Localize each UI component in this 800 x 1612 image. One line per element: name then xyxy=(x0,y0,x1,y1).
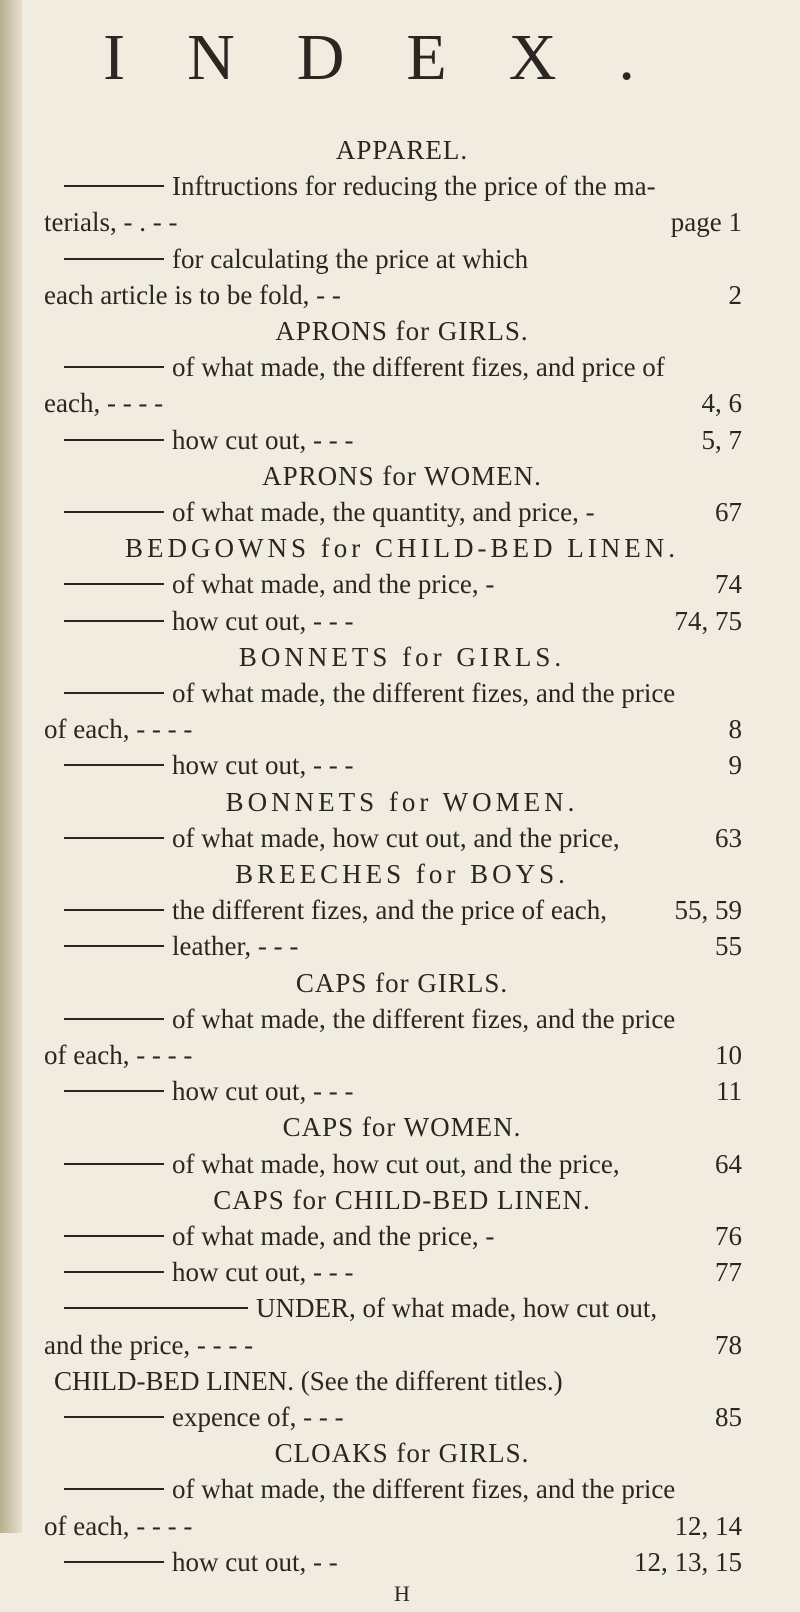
line-text: of each, - - - - xyxy=(44,714,193,745)
line-text: UNDER, of what made, how cut out, xyxy=(256,1293,658,1324)
index-line-heading xyxy=(62,530,742,566)
index-line-entry xyxy=(62,494,742,530)
index-line-plain xyxy=(54,1363,742,1399)
ditto-rule xyxy=(64,366,164,368)
ditto-rule xyxy=(64,1090,164,1092)
line-text: CHILD-BED LINEN. (See the different titles.) xyxy=(54,1365,563,1396)
page-reference: 12, 13, 15 xyxy=(634,1546,742,1577)
page-reference: 85 xyxy=(715,1402,742,1432)
page-reference: 55, 59 xyxy=(674,895,742,926)
ditto-rule xyxy=(64,511,164,513)
ditto-rule xyxy=(64,837,164,839)
page-reference: 9 xyxy=(728,750,742,781)
index-line-cont xyxy=(44,277,742,313)
index-line-heading xyxy=(62,1182,742,1218)
page-reference: 64 xyxy=(715,1148,742,1179)
ditto-rule xyxy=(64,1488,164,1490)
ditto-rule xyxy=(64,1271,164,1273)
ditto-rule xyxy=(64,258,164,260)
line-text: terials, - . - - xyxy=(44,207,178,238)
ditto-rule xyxy=(64,909,164,911)
ditto-rule xyxy=(64,439,164,441)
line-text: APRONS for GIRLS. xyxy=(275,316,529,346)
line-text: of what made, how cut out, and the price, xyxy=(172,822,620,853)
index-line-entry xyxy=(62,241,742,277)
ditto-rule xyxy=(64,1163,164,1165)
page-reference: 67 xyxy=(715,497,742,527)
index-line-entry xyxy=(62,1218,742,1254)
signature-mark: H xyxy=(394,1581,410,1606)
line-text: APPAREL. xyxy=(335,135,469,165)
page-reference: page 1 xyxy=(670,207,742,238)
index-line-heading xyxy=(62,1109,742,1145)
index-line-heading xyxy=(62,784,742,820)
line-text: Inftructions for reducing the price of the ma- xyxy=(172,171,656,202)
ditto-rule xyxy=(64,1416,164,1418)
page-edge-shadow xyxy=(0,0,22,1533)
page-reference: 4, 6 xyxy=(701,388,742,419)
index-line-entry xyxy=(62,928,742,964)
ditto-rule xyxy=(64,692,164,694)
index-line-heading xyxy=(62,458,742,494)
line-text: of what made, and the price, - xyxy=(172,1221,495,1251)
page-reference: 63 xyxy=(715,822,742,853)
index-line-cont xyxy=(44,1037,742,1073)
line-text: of each, - - - - xyxy=(44,1510,193,1541)
index-line-entry xyxy=(62,1073,742,1109)
index-line-longentry xyxy=(62,1290,742,1326)
page-reference: 74, 75 xyxy=(674,605,742,636)
line-text: each, - - - - xyxy=(44,388,164,419)
index-line-entry xyxy=(62,1146,742,1182)
line-text: of what made, how cut out, and the price, xyxy=(172,1148,620,1179)
page-reference: 12, 14 xyxy=(674,1510,742,1541)
line-text: of what made, the different fizes, and the price xyxy=(172,678,676,708)
line-text: of what made, and the price, - xyxy=(172,569,495,600)
ditto-rule xyxy=(64,945,164,947)
line-text: of what made, the different fizes, and the price xyxy=(172,1003,676,1034)
ditto-rule xyxy=(64,620,164,622)
page-reference: 2 xyxy=(728,279,742,310)
index-line-entry xyxy=(62,422,742,458)
line-text: CAPS for CHILD-BED LINEN. xyxy=(213,1184,591,1215)
page-reference: 78 xyxy=(715,1329,742,1360)
index-line-cont xyxy=(44,1327,742,1363)
index-line-entry xyxy=(62,1254,742,1290)
line-text: and the price, - - - - xyxy=(44,1329,254,1360)
ditto-rule xyxy=(64,1307,248,1309)
index-line-entry xyxy=(62,1544,742,1580)
index-line-heading xyxy=(62,132,742,168)
line-text: for calculating the price at which xyxy=(172,243,529,274)
line-text: BEDGOWNS for CHILD-BED LINEN. xyxy=(125,533,679,564)
index-line-heading xyxy=(62,639,742,675)
index-line-entry xyxy=(62,675,742,711)
line-text: how cut out, - - - xyxy=(172,424,354,455)
line-text: CAPS for WOMEN. xyxy=(282,1112,522,1143)
line-text: CAPS for GIRLS. xyxy=(295,967,509,998)
ditto-rule xyxy=(64,1561,164,1563)
index-line-entry xyxy=(62,349,742,385)
index-line-entry xyxy=(62,892,742,928)
line-text: APRONS for WOMEN. xyxy=(262,460,542,491)
page-reference: 76 xyxy=(715,1221,742,1251)
page-title: INDEX. xyxy=(103,21,697,94)
line-text: each article is to be fold, - - xyxy=(44,279,341,310)
index-line-entry xyxy=(62,1399,742,1435)
index-line-entry xyxy=(62,168,742,204)
line-text: how cut out, - - - xyxy=(172,750,354,781)
line-text: of what made, the quantity, and price, - xyxy=(172,497,595,527)
line-text: how cut out, - - - xyxy=(172,1076,354,1107)
line-text: of each, - - - - xyxy=(44,1040,193,1070)
index-line-entry xyxy=(62,820,742,856)
page-reference: 55 xyxy=(715,931,742,962)
ditto-rule xyxy=(64,185,164,187)
page-reference: 10 xyxy=(715,1040,742,1070)
index-line-entry xyxy=(62,747,742,783)
index-line-cont xyxy=(44,1508,742,1544)
page-reference: 11 xyxy=(716,1076,742,1107)
index-line-cont xyxy=(44,711,742,747)
line-text: BONNETS for GIRLS. xyxy=(238,641,566,672)
index-line-entry xyxy=(62,1001,742,1037)
line-text: how cut out, - - xyxy=(172,1546,338,1577)
line-text: expence of, - - - xyxy=(172,1402,344,1432)
index-line-cont xyxy=(44,204,742,240)
line-text: how cut out, - - - xyxy=(172,1257,354,1288)
index-line-entry xyxy=(62,1471,742,1507)
line-text: CLOAKS for GIRLS. xyxy=(274,1438,530,1469)
line-text: how cut out, - - - xyxy=(172,605,354,636)
page-reference: 8 xyxy=(728,714,742,745)
line-text: the different fizes, and the price of each, xyxy=(172,895,608,926)
line-text: BREECHES for BOYS. xyxy=(235,859,569,889)
ditto-rule xyxy=(64,764,164,766)
line-text: leather, - - - xyxy=(172,931,299,962)
ditto-rule xyxy=(64,1018,164,1020)
line-text: of what made, the different fizes, and the price xyxy=(172,1474,676,1505)
ditto-rule xyxy=(64,1235,164,1237)
index-line-heading xyxy=(62,856,742,892)
index-line-cont xyxy=(44,385,742,421)
page-reference: 5, 7 xyxy=(701,424,742,455)
page-reference: 74 xyxy=(715,569,742,600)
index-line-entry xyxy=(62,603,742,639)
index-line-heading xyxy=(62,313,742,349)
line-text: BONNETS for WOMEN. xyxy=(225,786,579,817)
index-line-heading xyxy=(62,965,742,1001)
line-text: of what made, the different fizes, and price of xyxy=(172,352,665,383)
ditto-rule xyxy=(64,583,164,585)
index-line-entry xyxy=(62,566,742,602)
page-reference: 77 xyxy=(715,1257,742,1288)
index-line-heading xyxy=(62,1435,742,1471)
